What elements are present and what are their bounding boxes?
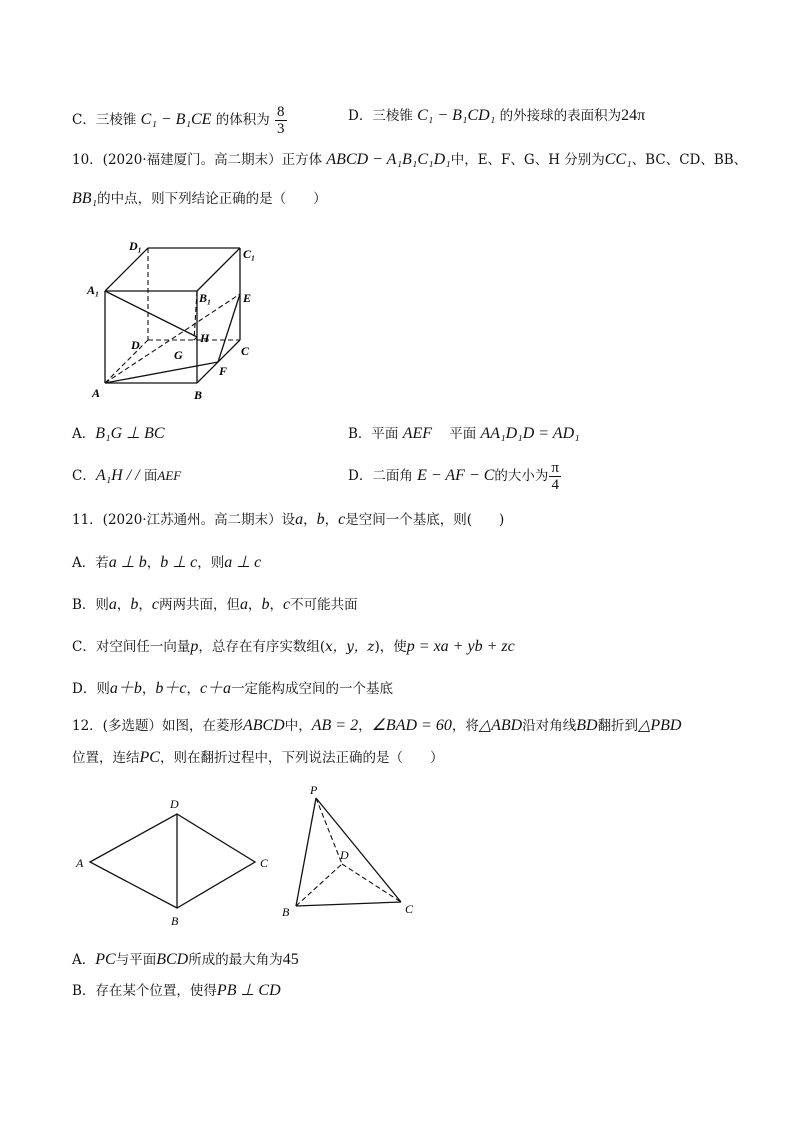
label-h: H — [200, 331, 210, 345]
label-b: B — [194, 388, 203, 402]
q9-option-d: D．三棱锥 C₁ − B₁CD₁ 的外接球的表面积为24π — [348, 107, 646, 124]
q12-option-a: A．PC与平面BCD所成的最大角为45 — [72, 951, 299, 968]
label-d: D — [170, 797, 179, 811]
q9-option-c: C．三棱锥 C₁ − B₁CE 的体积为 $\frac{8}{3}$ — [72, 104, 285, 137]
q10-option-a: A．B₁G ⊥ BC — [72, 425, 165, 442]
label-d: D — [340, 848, 349, 862]
q12-option-b: B．存在某个位置，使得PB ⊥ CD — [72, 982, 281, 999]
label-p: P — [310, 783, 318, 797]
fraction: $\frac{8}{3}$ — [277, 104, 285, 137]
q11-option-d: D．则a＋b，b＋c，c＋a一定能构成空间的一个基底 — [72, 680, 394, 697]
cube-figure — [85, 236, 275, 408]
label-b1: B₁ — [199, 291, 212, 305]
label-c: C — [260, 856, 269, 870]
label-f: F — [219, 364, 228, 378]
fraction: $\frac{\pi}{4}$ — [551, 460, 559, 493]
q10-option-d: D．二面角 E − AF − C的大小为 $\frac{\pi}{4}$ — [348, 460, 559, 493]
label-e: E — [243, 291, 252, 305]
q11-stem: 11．(2020·江苏通州。高二期末）设a，b，c是空间一个基底，则( ) — [72, 511, 505, 528]
q10-option-b: B．平面 AEF 平面 AA₁D₁D = AD₁ — [348, 425, 580, 442]
q12-stem-line2: 位置，连结PC，则在翻折过程中，下列说法正确的是（ ） — [72, 749, 444, 766]
q10-option-c: C．A₁H / / 面AEF — [72, 467, 182, 484]
q12-stem-line1: 12．(多选题）如图，在菱形ABCD中，AB = 2，∠BAD = 60，将△ABD沿对角线BD翻折到△PBD — [72, 717, 682, 734]
label-d1: D₁ — [129, 239, 142, 253]
label-c: C — [241, 344, 250, 358]
q11-option-c: C．对空间任一向量p，总存在有序实数组(x，y，z)，使p = xa + yb + zc — [72, 638, 515, 655]
q11-option-b: B．则a，b，c两两共面，但a，b，c不可能共面 — [72, 596, 358, 613]
q11-option-a: A．若a ⊥ b，b ⊥ c，则a ⊥ c — [72, 554, 262, 571]
q10-stem-line1: 10．(2020·福建厦门。高二期末）正方体 ABCD − A₁B₁C₁D₁中，E、F、G、H 分别为CC₁、BC、CD、BB、 — [72, 151, 748, 168]
label-a: A — [92, 386, 101, 400]
label-c1: C₁ — [243, 247, 256, 261]
label-g: G — [174, 348, 183, 362]
tetrahedron-figure — [276, 782, 426, 927]
rhombus-figure — [70, 792, 280, 932]
label-a: A — [76, 856, 84, 870]
label-a1: A₁ — [87, 283, 100, 297]
label-c: C — [405, 902, 414, 916]
label-b: B — [171, 914, 179, 928]
label-b: B — [282, 905, 290, 919]
label-d: D — [131, 338, 140, 352]
q10-stem-line2: BB₁的中点，则下列结论正确的是（ ） — [72, 190, 327, 207]
